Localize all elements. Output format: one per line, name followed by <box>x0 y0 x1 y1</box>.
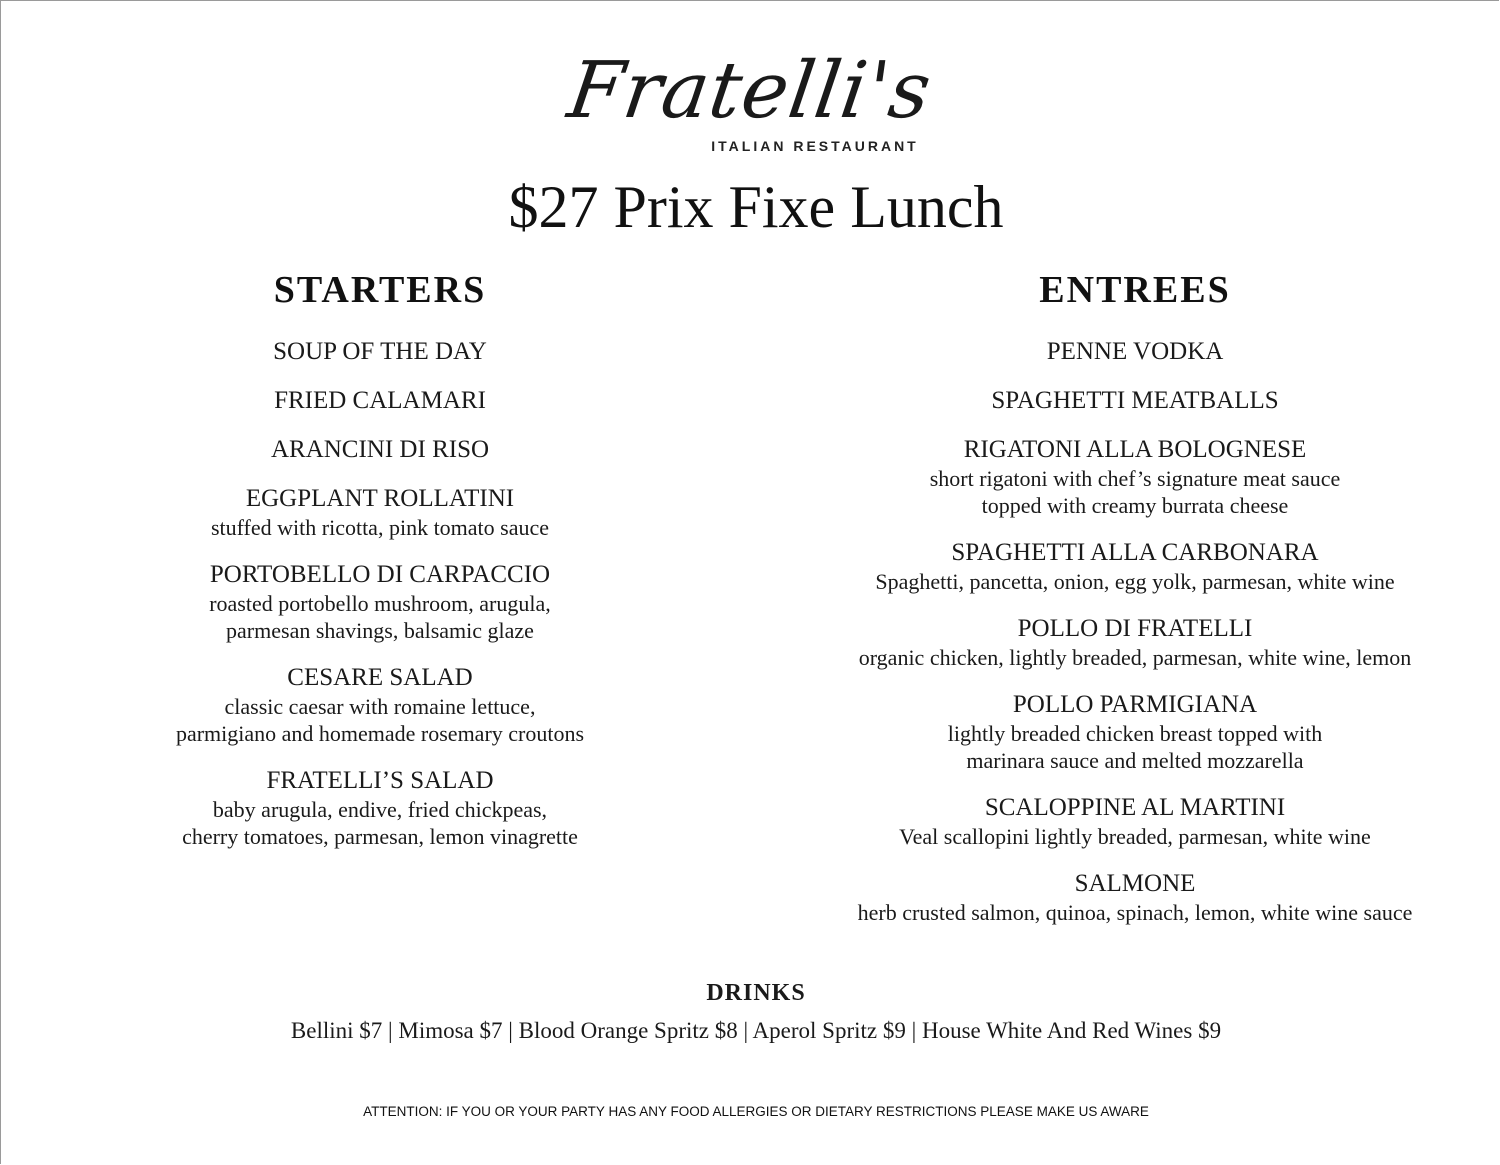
dish-name: EGGPLANT ROLLATINI <box>245 485 515 512</box>
dish-name: SOUP OF THE DAY <box>273 338 487 365</box>
dish-name: FRIED CALAMARI <box>274 387 486 414</box>
dish-name: RIGATONI ALLA BOLOGNESE <box>963 436 1307 463</box>
menu-item <box>820 792 1450 850</box>
entrees-list <box>820 336 1450 926</box>
menu-item <box>820 868 1450 926</box>
dish-name: SCALOPPINE AL MARTINI <box>984 794 1286 821</box>
menu-item <box>820 336 1450 367</box>
drinks-list: Bellini $7 | Mimosa $7 | Blood Orange Spritz $8 | Aperol Spritz $9 | House White And Red Wines $9 <box>290 1018 1222 1043</box>
menu-item <box>130 483 630 541</box>
menu-item <box>130 385 630 416</box>
dish-description: baby arugula, endive, fried chickpeas, <box>212 797 548 822</box>
dish-description: classic caesar with romaine lettuce, <box>224 694 536 719</box>
dish-name: SPAGHETTI MEATBALLS <box>991 387 1279 414</box>
dish-name: POLLO DI FRATELLI <box>1017 615 1253 642</box>
dish-description: topped with creamy burrata cheese <box>981 493 1289 518</box>
logo-wordmark: Fratelli's <box>562 46 938 136</box>
dish-description: lightly breaded chicken breast topped with <box>947 721 1323 746</box>
dish-name: ARANCINI DI RISO <box>270 436 490 463</box>
menu-title: $27 Prix Fixe Lunch <box>508 174 1004 240</box>
dish-name: PENNE VODKA <box>1046 338 1224 365</box>
starters-section <box>130 268 630 868</box>
starters-heading: STARTERS <box>273 269 487 311</box>
dish-description: Veal scallopini lightly breaded, parmesan, white wine <box>899 824 1371 849</box>
logo-tagline: ITALIAN RESTAURANT <box>711 138 919 154</box>
allergy-notice: ATTENTION: IF YOU OR YOUR PARTY HAS ANY FOOD ALLERGIES OR DIETARY RESTRICTIONS PLEASE MAKE US AWARE <box>363 1104 1149 1119</box>
dish-name: POLLO PARMIGIANA <box>1012 691 1258 718</box>
dish-description: organic chicken, lightly breaded, parmesan, white wine, lemon <box>858 645 1412 670</box>
dish-description: herb crusted salmon, quinoa, spinach, lemon, white wine sauce <box>857 900 1413 925</box>
menu-item <box>130 434 630 465</box>
dish-name: PORTOBELLO DI CARPACCIO <box>209 561 551 588</box>
menu-item <box>130 559 630 644</box>
dish-description: roasted portobello mushroom, arugula, <box>209 591 551 616</box>
dish-description: marinara sauce and melted mozzarella <box>966 748 1304 773</box>
menu-item <box>130 336 630 367</box>
dish-name: SALMONE <box>1074 870 1196 897</box>
dish-description: cherry tomatoes, parmesan, lemon vinagrette <box>182 824 578 849</box>
dish-description: stuffed with ricotta, pink tomato sauce <box>210 515 550 540</box>
dish-description: parmesan shavings, balsamic glaze <box>226 618 534 643</box>
drinks-heading: DRINKS <box>706 980 806 1006</box>
dish-description: Spaghetti, pancetta, onion, egg yolk, parmesan, white wine <box>875 569 1395 594</box>
menu-item <box>130 765 630 850</box>
starters-list <box>130 336 630 850</box>
menu-item <box>820 537 1450 595</box>
menu-item <box>820 385 1450 416</box>
menu-item <box>820 434 1450 519</box>
restaurant-logo <box>0 46 1500 136</box>
entrees-section <box>820 268 1450 944</box>
menu-item <box>820 689 1450 774</box>
dish-name: SPAGHETTI ALLA CARBONARA <box>951 539 1319 566</box>
dish-name: CESARE SALAD <box>287 664 473 691</box>
menu-item <box>820 613 1450 671</box>
menu-item <box>130 662 630 747</box>
dish-name: FRATELLI’S SALAD <box>266 767 494 794</box>
entrees-heading: ENTREES <box>1039 269 1231 311</box>
dish-description: parmigiano and homemade rosemary croutons <box>175 721 585 746</box>
dish-description: short rigatoni with chef’s signature meat sauce <box>929 466 1341 491</box>
